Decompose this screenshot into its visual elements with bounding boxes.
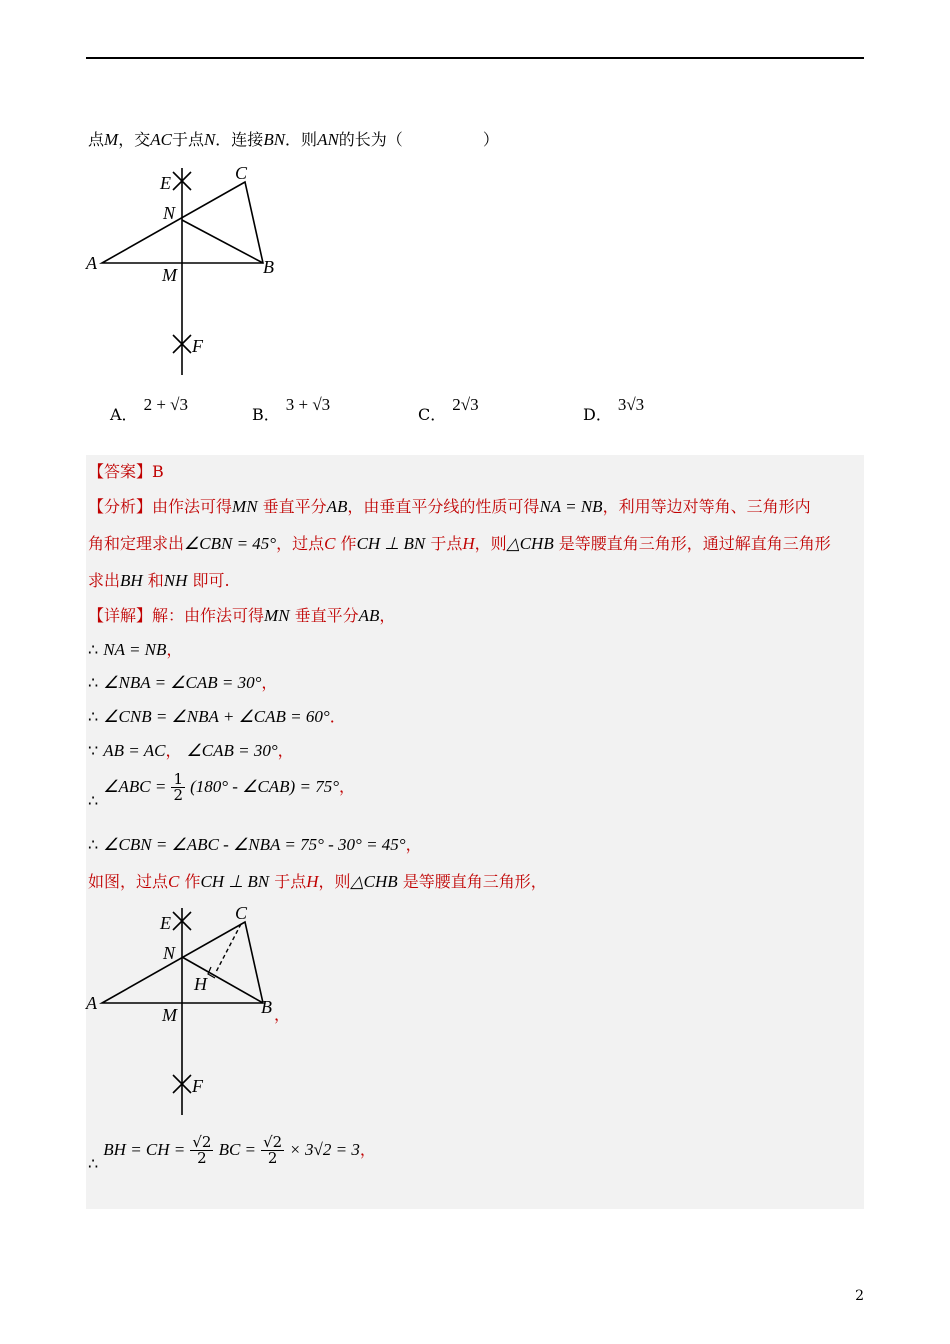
detail-line-1: 【详解】解：由作法可得MN 垂直平分AB， [88,606,396,625]
question-text: 点M，交AC于点N．连接BN．则AN的长为（ ） [88,130,499,149]
analysis-line-2: 角和定理求出∠CBN = 45°，过点C 作CH ⊥ BN 于点H，则△CHB 是等腰直角三角形，通过解直角三角形 [88,534,831,553]
label-n: N [163,203,176,223]
analysis-line-3: 求出BH 和NH 即可. [88,571,230,590]
detail-step-8: ∴ BH = CH = $\frac{√2}{2}$ BC = $\frac{√2}{2}$ × 3√2 = 3， [88,1133,376,1173]
detail-step-4: ∵ AB = AC， ∠CAB = 30°， [88,741,294,760]
option-c[interactable]: C．2√3 [418,395,479,424]
answer-line: 【答案】B [88,462,164,481]
label-a: A [86,253,97,273]
option-b[interactable]: B．3 + √3 [252,395,331,424]
question-figure [80,160,300,385]
svg-text:A: A [86,993,97,1013]
svg-text:C: C [235,903,248,923]
right-angle-mark [208,967,215,978]
svg-text:N: N [163,943,176,963]
page-number: 2 [855,1288,864,1304]
solution-figure [80,900,300,1125]
figure-trailing-comma: ， [274,1005,291,1024]
segment-bn [182,220,263,263]
option-a[interactable]: A．2 + √3 [110,395,188,424]
option-d[interactable]: D．3√3 [583,395,645,424]
header-rule [86,57,864,59]
detail-step-2: ∴ ∠NBA = ∠CAB = 30°， [88,673,278,692]
label-c: C [235,163,248,183]
svg-text:F: F [192,1076,203,1096]
label-e: E [160,173,171,193]
svg-text:E: E [160,913,171,933]
label-h: H [194,974,207,994]
detail-step-7: 如图，过点C 作CH ⊥ BN 于点H，则△CHB 是等腰直角三角形， [88,872,547,891]
detail-step-1: ∴ NA = NB， [88,640,183,659]
svg-text:M: M [162,1005,177,1025]
detail-step-5: ∴ ∠ABC = $\frac{1}{2}$ (180° - ∠CAB) = 75°， [88,770,356,810]
detail-step-6: ∴ ∠CBN = ∠ABC - ∠NBA = 75° - 30° = 45°， [88,835,422,854]
label-b: B [263,257,274,277]
label-f: F [192,336,203,356]
label-m: M [162,265,177,285]
detail-step-3: ∴ ∠CNB = ∠NBA + ∠CAB = 60°． [88,707,346,726]
svg-text:B: B [261,997,272,1017]
analysis-line-1: 【分析】由作法可得MN 垂直平分AB，由垂直平分线的性质可得NA = NB，利用等边对等角、三角形内 [88,497,811,516]
